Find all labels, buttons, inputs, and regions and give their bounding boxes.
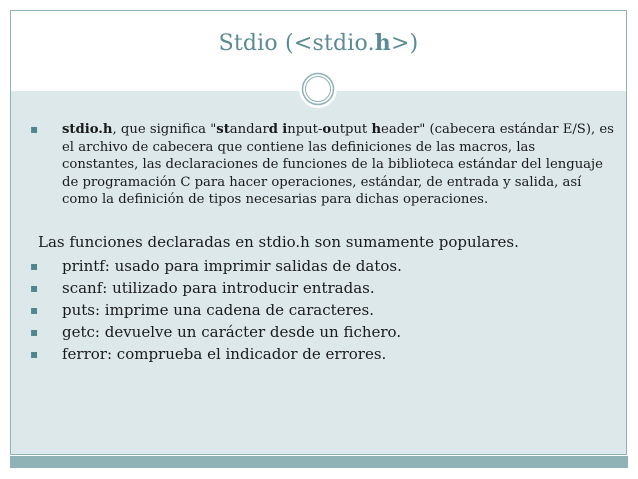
- intro-text: andar: [229, 122, 269, 137]
- bullet-icon: ▪: [30, 122, 39, 136]
- slide-content: [24, 121, 614, 365]
- title-bold: h: [374, 30, 391, 56]
- list-item-text: printf: usado para imprimir salidas de datos.: [62, 256, 402, 275]
- slide-title: [11, 30, 626, 56]
- intro-emph: h: [371, 122, 382, 137]
- intro-text: nput-: [287, 122, 323, 137]
- title-suffix: >): [390, 31, 419, 56]
- bullet-icon: ▪: [30, 346, 39, 361]
- list-item-text: scanf: utilizado para introducir entradas.: [62, 278, 375, 297]
- list-item-text: puts: imprime una cadena de caracteres.: [62, 300, 375, 319]
- bottom-bar: [10, 456, 628, 468]
- functions-lead: Las funciones declaradas en stdio.h son sumamente populares.: [38, 232, 519, 251]
- bullet-icon: ▪: [30, 280, 39, 295]
- intro-term: stdio.h: [62, 122, 113, 137]
- intro-emph: i: [282, 122, 288, 137]
- list-item-getc: [24, 321, 614, 343]
- intro-text: eader" (cabecera estándar E/S), es el archivo de cabecera que contiene las definiciones de las macros, las constantes, las declaraciones de funciones de la biblioteca estándar del lenguaje de programación C para hacer operaciones, estándar, de entrada y salida, así como la definición de tipos necesarias para dichas operaciones.: [62, 122, 614, 208]
- list-item-text: ferror: comprueba el indicador de errores.: [62, 344, 387, 363]
- intro-paragraph: [24, 121, 614, 209]
- intro-text: utput: [331, 122, 372, 137]
- intro-text: , que significa ": [112, 122, 217, 137]
- intro-emph: st: [216, 122, 230, 137]
- bullet-icon: ▪: [30, 258, 39, 273]
- list-item-text: getc: devuelve un carácter desde un fichero.: [62, 322, 402, 341]
- bullet-icon: ▪: [30, 302, 39, 317]
- circle-ornament-icon: [298, 69, 338, 109]
- list-item-scanf: [24, 277, 614, 299]
- list-item-puts: [24, 299, 614, 321]
- bullet-icon: ▪: [30, 324, 39, 339]
- title-prefix: Stdio (<stdio.: [218, 31, 375, 56]
- list-item-ferror: [24, 343, 614, 365]
- intro-emph: d: [268, 122, 278, 137]
- intro-emph: o: [322, 122, 332, 137]
- list-item-printf: [24, 255, 614, 277]
